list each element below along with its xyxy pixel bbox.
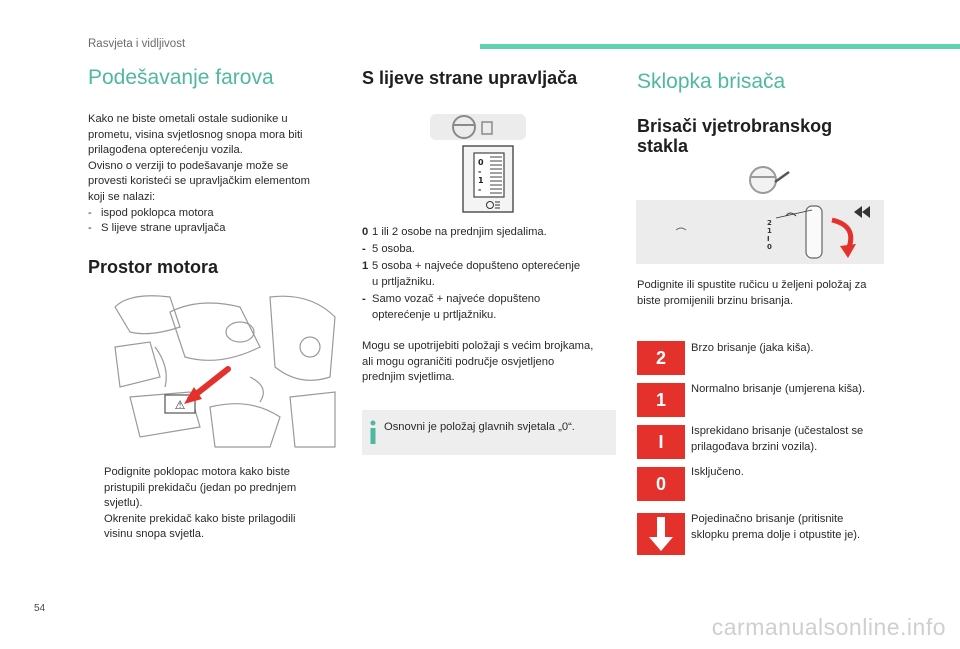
mode-single-text [691,512,860,543]
wheel-stalk-icon [745,160,795,200]
info-box [362,410,616,455]
section-label: Rasvjeta i vidljivost [88,38,186,50]
load-key: 1 [362,260,369,272]
mode-intermittent-text [691,424,863,455]
load-key: - [362,293,366,305]
step-line: Podignite poklopac motora kako biste [104,466,290,478]
mode-line: sklopku prema dolje i otpustite je). [691,528,861,541]
load-text: 5 osoba. [372,243,415,255]
switch-mark-1: 1 [478,176,484,185]
step-item [88,465,338,512]
intro-line: - ispod poklopca motora [88,206,214,219]
stalk-mark-2: 2 [767,219,772,227]
step-line: Okrenite prekidač kako biste prilagodili [104,512,296,525]
section-accent-bar [480,44,960,49]
desc-line: Podignite ili spustite ručicu u željeni položaj za [637,279,867,291]
mode-line: Pojedinačno brisanje (pritisnite [691,513,844,525]
load-key: 0 [362,226,369,238]
wiper-stalk-illustration [636,200,884,264]
step-text [104,465,296,512]
intro-line: prometu, visina svjetlosnog snopa mora biti [88,128,303,141]
intro-line: Kako ne biste ometali ostale sudionike u [88,113,288,125]
stalk-mark-1: 1 [767,227,772,235]
engine-steps [88,465,338,543]
intro-line: - S lijeve strane upravljača [88,222,226,235]
wiper-description [637,278,893,309]
info-text: Osnovni je položaj glavnih svjetala „0“. [384,421,575,433]
headlight-adjust-title: Podešavanje farova [88,66,274,89]
engine-bay-title: Prostor motora [88,257,219,277]
note-line: prednjim svjetlima. [362,371,455,384]
desc-line: biste promijenili brzinu brisanja. [637,294,794,307]
load-text: 1 ili 2 osobe na prednjim sjedalima. [372,226,547,238]
stalk-mark-i: I [767,235,770,243]
switch-mark-0: 0 [478,158,484,167]
intro-line: provesti koristeći se upravljačkim elementom [88,175,310,188]
left-of-wheel-title: S lijeve strane upravljača [362,68,578,88]
stalk-mark-0: 0 [767,243,772,251]
mode-normal-text [691,382,865,398]
subtitle-line: stakla [637,136,689,156]
mode-badge-off: 0 [637,467,685,501]
load-text [372,259,580,290]
intro-line: prilagođena opterećenju vozila. [88,144,243,157]
step-text [104,512,296,543]
mode-off-text [691,465,744,481]
step-line: visinu snopa svjetla. [104,528,205,541]
svg-text:⚠: ⚠ [174,398,186,412]
note-line: ali mogu ograničiti područje osvjetljeno [362,355,555,368]
arrow-down-icon [637,513,685,555]
steering-wheel-icon [430,110,530,142]
mode-badge-intermittent: I [637,425,685,459]
load-line: 5 osoba + najveće dopušteno opterećenje [372,260,581,272]
mode-line: Normalno brisanje (umjerena kiša). [691,383,866,395]
mode-line: Isključeno. [691,466,744,478]
load-key: - [362,243,366,255]
higher-positions-note [362,339,622,386]
subtitle-line: Brisači vjetrobranskog [637,116,833,136]
intro-line: koji se nalazi: [88,190,156,203]
engine-bay-illustration [110,287,340,455]
page-number: 54 [34,603,46,614]
windscreen-wipers-title [637,116,832,156]
headlight-intro [88,112,338,237]
intro-line: Ovisno o verziji to podešavanje može se [88,159,289,172]
mode-fast-text [691,341,813,357]
mode-line: Isprekidano brisanje (učestalost se [691,425,864,437]
note-line: Mogu se upotrijebiti položaji s većim brojkama, [362,340,594,352]
mode-badge-normal: 1 [637,383,685,417]
load-line: opterećenje u prtljažniku. [372,308,497,321]
mode-badge-single [637,513,685,555]
headlight-level-switch [462,145,514,213]
load-line: u prtljažniku. [372,275,435,288]
step-item [88,512,338,543]
mode-badge-fast: 2 [637,341,685,375]
wiper-switch-title: Sklopka brisača [637,70,786,93]
mode-line: Brzo brisanje (jaka kiša). [691,342,814,354]
load-line: Samo vozač + najveće dopušteno [372,293,541,305]
load-text [372,292,540,323]
switch-mark-dash: - [478,167,482,176]
step-line: pristupili prekidaču (jedan po prednjem [104,481,297,494]
switch-mark-dash: - [478,185,482,194]
mode-line: prilagođava brzini vozila). [691,440,818,453]
watermark: carmanualsonline.info [711,614,946,640]
info-icon [368,420,378,449]
step-line: svjetlu). [104,497,143,510]
